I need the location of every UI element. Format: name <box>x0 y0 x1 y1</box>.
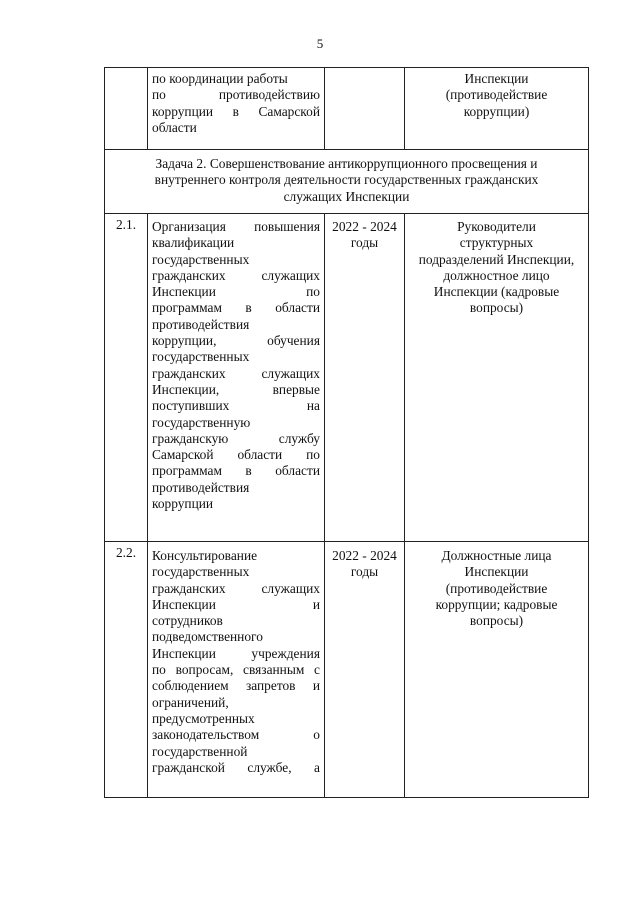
cell-description <box>148 214 325 542</box>
description-line: соблюдением запретов и <box>152 678 320 694</box>
cell-responsible <box>405 214 589 542</box>
description-line: Инспекции, впервые <box>152 381 320 397</box>
term-unit: годы <box>350 235 379 251</box>
responsible-line: должностное лицо <box>443 267 550 283</box>
responsible-line: вопросы) <box>469 300 524 316</box>
table-row-task-heading <box>105 150 589 214</box>
cell-term <box>325 68 405 150</box>
responsible-line: Инспекции (кадровые <box>433 284 560 300</box>
description-line: коррупции, обучения <box>152 333 320 349</box>
description-line: Консультирование <box>152 548 258 563</box>
description-line: Самарской области по <box>152 447 320 463</box>
responsible-line: подразделений Инспекции, <box>418 251 575 267</box>
responsible-line: (противодействие <box>445 580 548 596</box>
cell-description <box>148 542 325 798</box>
responsible-line: (противодействие <box>445 87 548 103</box>
description-line: поступивших на <box>152 398 320 414</box>
description-line: по вопросам, связанным с <box>152 662 320 678</box>
cell-term <box>325 214 405 542</box>
task-heading-line: служащих Инспекции <box>283 188 410 204</box>
description-line: противодействия <box>152 316 250 332</box>
description-line: коррупции <box>152 496 214 512</box>
table-row-continuation <box>105 68 589 150</box>
term-years: 2022 - 2024 <box>332 219 397 234</box>
description-line: Инспекции учреждения <box>152 645 320 661</box>
description-line: ограничений, <box>152 694 229 710</box>
description-line: Инспекции по <box>152 284 320 300</box>
cell-description <box>148 68 325 150</box>
responsible-line: структурных <box>459 235 534 251</box>
description-line: гражданских служащих <box>152 580 320 596</box>
responsible-line: Инспекции <box>464 564 529 580</box>
table-row-item-2-2 <box>105 542 589 798</box>
responsible-line: коррупции) <box>463 103 530 119</box>
description-line: подведомственного <box>152 629 263 645</box>
description-line: квалификации <box>152 235 235 251</box>
cell-responsible <box>405 542 589 798</box>
description-line: коррупции в Самарской <box>152 103 320 119</box>
description-line: Организация повышения <box>152 219 320 234</box>
table-row-item-2-1 <box>105 214 589 542</box>
description-line: предусмотренных <box>152 710 255 726</box>
responsible-line: Инспекции <box>464 71 529 86</box>
item-number: 2.1. <box>105 214 148 542</box>
description-line: гражданскую службу <box>152 430 320 446</box>
task-heading-line: внутреннего контроля деятельности государственных гражданских <box>154 172 539 188</box>
description-line: гражданских служащих <box>152 365 320 381</box>
description-line: сотрудников <box>152 613 223 629</box>
page-number: 5 <box>316 36 324 51</box>
description-line: государственных <box>152 251 250 267</box>
description-line: государственных <box>152 349 250 365</box>
responsible-line: Руководители <box>457 219 536 234</box>
description-line: законодательством о <box>152 727 320 743</box>
description-line: государственную <box>152 414 251 430</box>
description-line: государственной <box>152 743 248 759</box>
description-line: по координации работы <box>152 71 288 86</box>
description-line: программам в области <box>152 300 320 316</box>
task-heading-line: Задача 2. Совершенствование антикоррупционного просвещения и <box>155 156 538 171</box>
item-number: 2.2. <box>105 542 148 798</box>
cell-term <box>325 542 405 798</box>
description-line: гражданских служащих <box>152 267 320 283</box>
task-heading <box>105 150 589 214</box>
responsible-line: вопросы) <box>469 613 524 629</box>
cell-number <box>105 68 148 150</box>
description-line: Инспекции и <box>152 596 320 612</box>
responsible-line: Должностные лица <box>441 548 552 563</box>
description-line: по противодействию <box>152 87 320 103</box>
cell-responsible <box>405 68 589 150</box>
responsible-line: коррупции; кадровые <box>435 596 558 612</box>
description-line: гражданской службе, а <box>152 759 320 775</box>
description-line: программам в области <box>152 463 320 479</box>
description-line: противодействия <box>152 479 250 495</box>
description-line: государственных <box>152 564 250 580</box>
action-plan-table <box>104 67 589 798</box>
description-line: области <box>152 119 197 135</box>
term-unit: годы <box>350 564 379 580</box>
term-years: 2022 - 2024 <box>332 548 397 563</box>
